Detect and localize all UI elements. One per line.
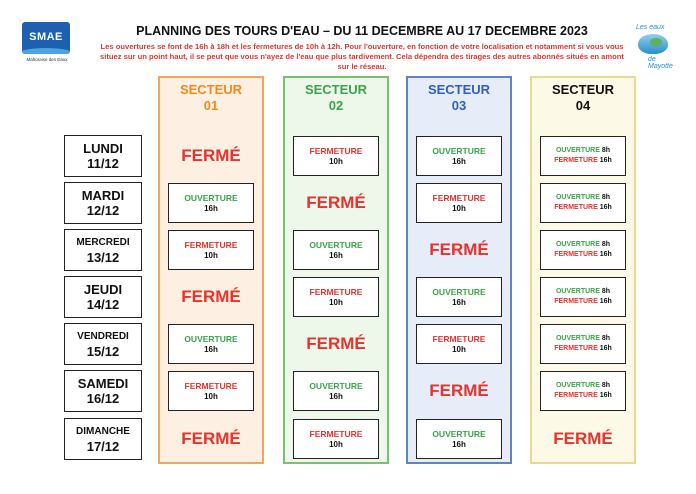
day-name: MARDI [81,188,125,203]
day-name: DIMANCHE [76,426,130,437]
ferme-label: FERMÉ [553,429,613,448]
status-word: OUVERTURE [432,286,486,297]
ferme-label: FERMÉ [181,429,241,448]
ouverture-cell [416,419,502,459]
status-hour: 16h [599,298,612,305]
status-hour: 16h [599,251,612,258]
status-word: FERMETURE [432,333,486,344]
day-label-jeudi [64,276,142,318]
schedule-line [541,344,625,354]
schedule-line [541,193,625,203]
status-hour: 16h [599,204,612,211]
smae-logo [22,22,72,74]
status-word: OUVERTURE [432,145,486,156]
sector-label: SECTEUR [304,82,368,97]
fermeture-cell [293,136,379,176]
status-word: FERMETURE [554,157,600,164]
sector-number: 02 [328,98,344,113]
status-hour: 8h [601,382,611,389]
day-name: VENDREDI [77,331,129,342]
day-name: LUNDI [83,141,123,156]
sector-number: 03 [451,98,467,113]
eaux-de-mayotte-logo [628,24,682,72]
status-word: FERMETURE [309,428,363,439]
status-word: OUVERTURE [184,192,238,203]
schedule-line [541,146,625,156]
ferme-label: FERMÉ [181,287,241,306]
status-hour: 16h [599,157,612,164]
status-hour: 10h [204,250,218,260]
status-hour: 10h [204,391,218,401]
status-word: FERMETURE [554,204,600,211]
status-word: FERMETURE [554,298,600,305]
status-hour: 10h [452,203,466,213]
day-date: 15/12 [86,344,120,359]
ferme-label: FERMÉ [306,193,366,212]
day-label-mercredi [64,229,142,271]
fermeture-cell [416,324,502,364]
day-name: JEUDI [83,282,123,297]
page-title: PLANNING DES TOURS D'EAU – DU 11 DECEMBRE AU 17 DECEMBRE 2023 [136,24,588,38]
status-word: FERMETURE [184,239,238,250]
status-word: OUVERTURE [432,428,486,439]
day-label-dimanche [64,418,142,460]
status-hour: 10h [329,156,343,166]
status-hour: 10h [452,344,466,354]
status-hour: 10h [329,439,343,449]
day-name: MERCREDI [76,237,130,248]
sector-header [408,82,510,114]
ouverture-cell [416,277,502,317]
fermeture-cell [293,419,379,459]
sector-header [285,82,387,114]
day-date: 16/12 [86,391,120,406]
sector-label: SECTEUR [551,82,615,97]
status-hour: 8h [601,241,611,248]
status-word: OUVERTURE [184,333,238,344]
status-hour: 16h [599,392,612,399]
status-hour: 16h [452,439,466,449]
schedule-line [541,381,625,391]
status-word: OUVERTURE [309,239,363,250]
status-word: OUVERTURE [555,147,602,154]
day-date: 13/12 [86,250,120,265]
ouverture-fermeture-cell [540,136,626,176]
status-word: FERMETURE [554,345,600,352]
fermeture-cell [416,183,502,223]
ouverture-cell [168,183,254,223]
status-hour: 10h [329,297,343,307]
schedule-line [541,156,625,166]
ouverture-cell [416,136,502,176]
schedule-line [541,240,625,250]
schedule-line [541,334,625,344]
sector-number: 04 [575,98,591,113]
status-word: OUVERTURE [309,380,363,391]
sector-label: SECTEUR [179,82,243,97]
smae-logo-subtitle: Mahoraise des Eaux [26,57,68,62]
status-word: FERMETURE [432,192,486,203]
ouverture-cell [168,324,254,364]
day-date: 12/12 [86,203,120,218]
day-label-samedi [64,370,142,412]
mayotte-logo-bottom-text: de Mayotte [648,56,673,70]
day-date: 17/12 [86,439,120,454]
ouverture-cell [293,371,379,411]
status-word: FERMETURE [309,286,363,297]
day-date: 11/12 [87,156,119,171]
status-word: FERMETURE [554,392,600,399]
status-hour: 16h [452,156,466,166]
ouverture-fermeture-cell [540,183,626,223]
day-label-mardi [64,182,142,224]
smae-logo-text: SMAE [29,31,63,43]
fermeture-cell [293,277,379,317]
ferme-label: FERMÉ [306,334,366,353]
schedule-line [541,250,625,260]
status-word: OUVERTURE [555,335,602,342]
day-label-vendredi [64,323,142,365]
status-hour: 16h [204,344,218,354]
ferme-label: FERMÉ [181,146,241,165]
status-hour: 8h [601,288,611,295]
ouverture-fermeture-cell [540,371,626,411]
day-date: 14/12 [86,297,120,312]
sector-03-column [406,76,512,464]
sector-header [532,82,634,114]
ouverture-cell [293,230,379,270]
status-word: OUVERTURE [555,241,602,248]
sector-number: 01 [203,98,219,113]
day-name: SAMEDI [77,376,129,391]
status-word: OUVERTURE [555,382,602,389]
ferme-label: FERMÉ [429,381,489,400]
status-hour: 8h [601,335,611,342]
ferme-label: FERMÉ [429,240,489,259]
intro-notice: Les ouvertures se font de 16h à 18h et les fermetures de 10h à 12h. Pour l'ouverture, en fonction de votre localisation et notamment si vous vous situez sur un point haut, il se peut que vous n'ayez de l'eau que plus tardivement. Cela dépendra des tirages des autres abonnés situés en amont sur le réseau. [100,42,624,71]
schedule-line [541,287,625,297]
status-word: OUVERTURE [555,194,602,201]
sector-header [160,82,262,114]
status-hour: 16h [329,250,343,260]
schedule-line [541,203,625,213]
status-hour: 16h [329,391,343,401]
status-hour: 16h [599,345,612,352]
ouverture-fermeture-cell [540,230,626,270]
mayotte-logo-top-text: Les eaux [636,24,665,31]
status-word: OUVERTURE [555,288,602,295]
ouverture-fermeture-cell [540,277,626,317]
status-hour: 16h [204,203,218,213]
status-word: FERMETURE [184,380,238,391]
fermeture-cell [168,371,254,411]
leaf-icon [650,38,662,46]
status-hour: 8h [601,194,611,201]
fermeture-cell [168,230,254,270]
sector-label: SECTEUR [427,82,491,97]
ouverture-fermeture-cell [540,324,626,364]
status-hour: 8h [601,147,611,154]
status-word: FERMETURE [309,145,363,156]
status-hour: 16h [452,297,466,307]
schedule-line [541,297,625,307]
status-word: FERMETURE [554,251,600,258]
day-label-lundi [64,135,142,177]
schedule-line [541,391,625,401]
